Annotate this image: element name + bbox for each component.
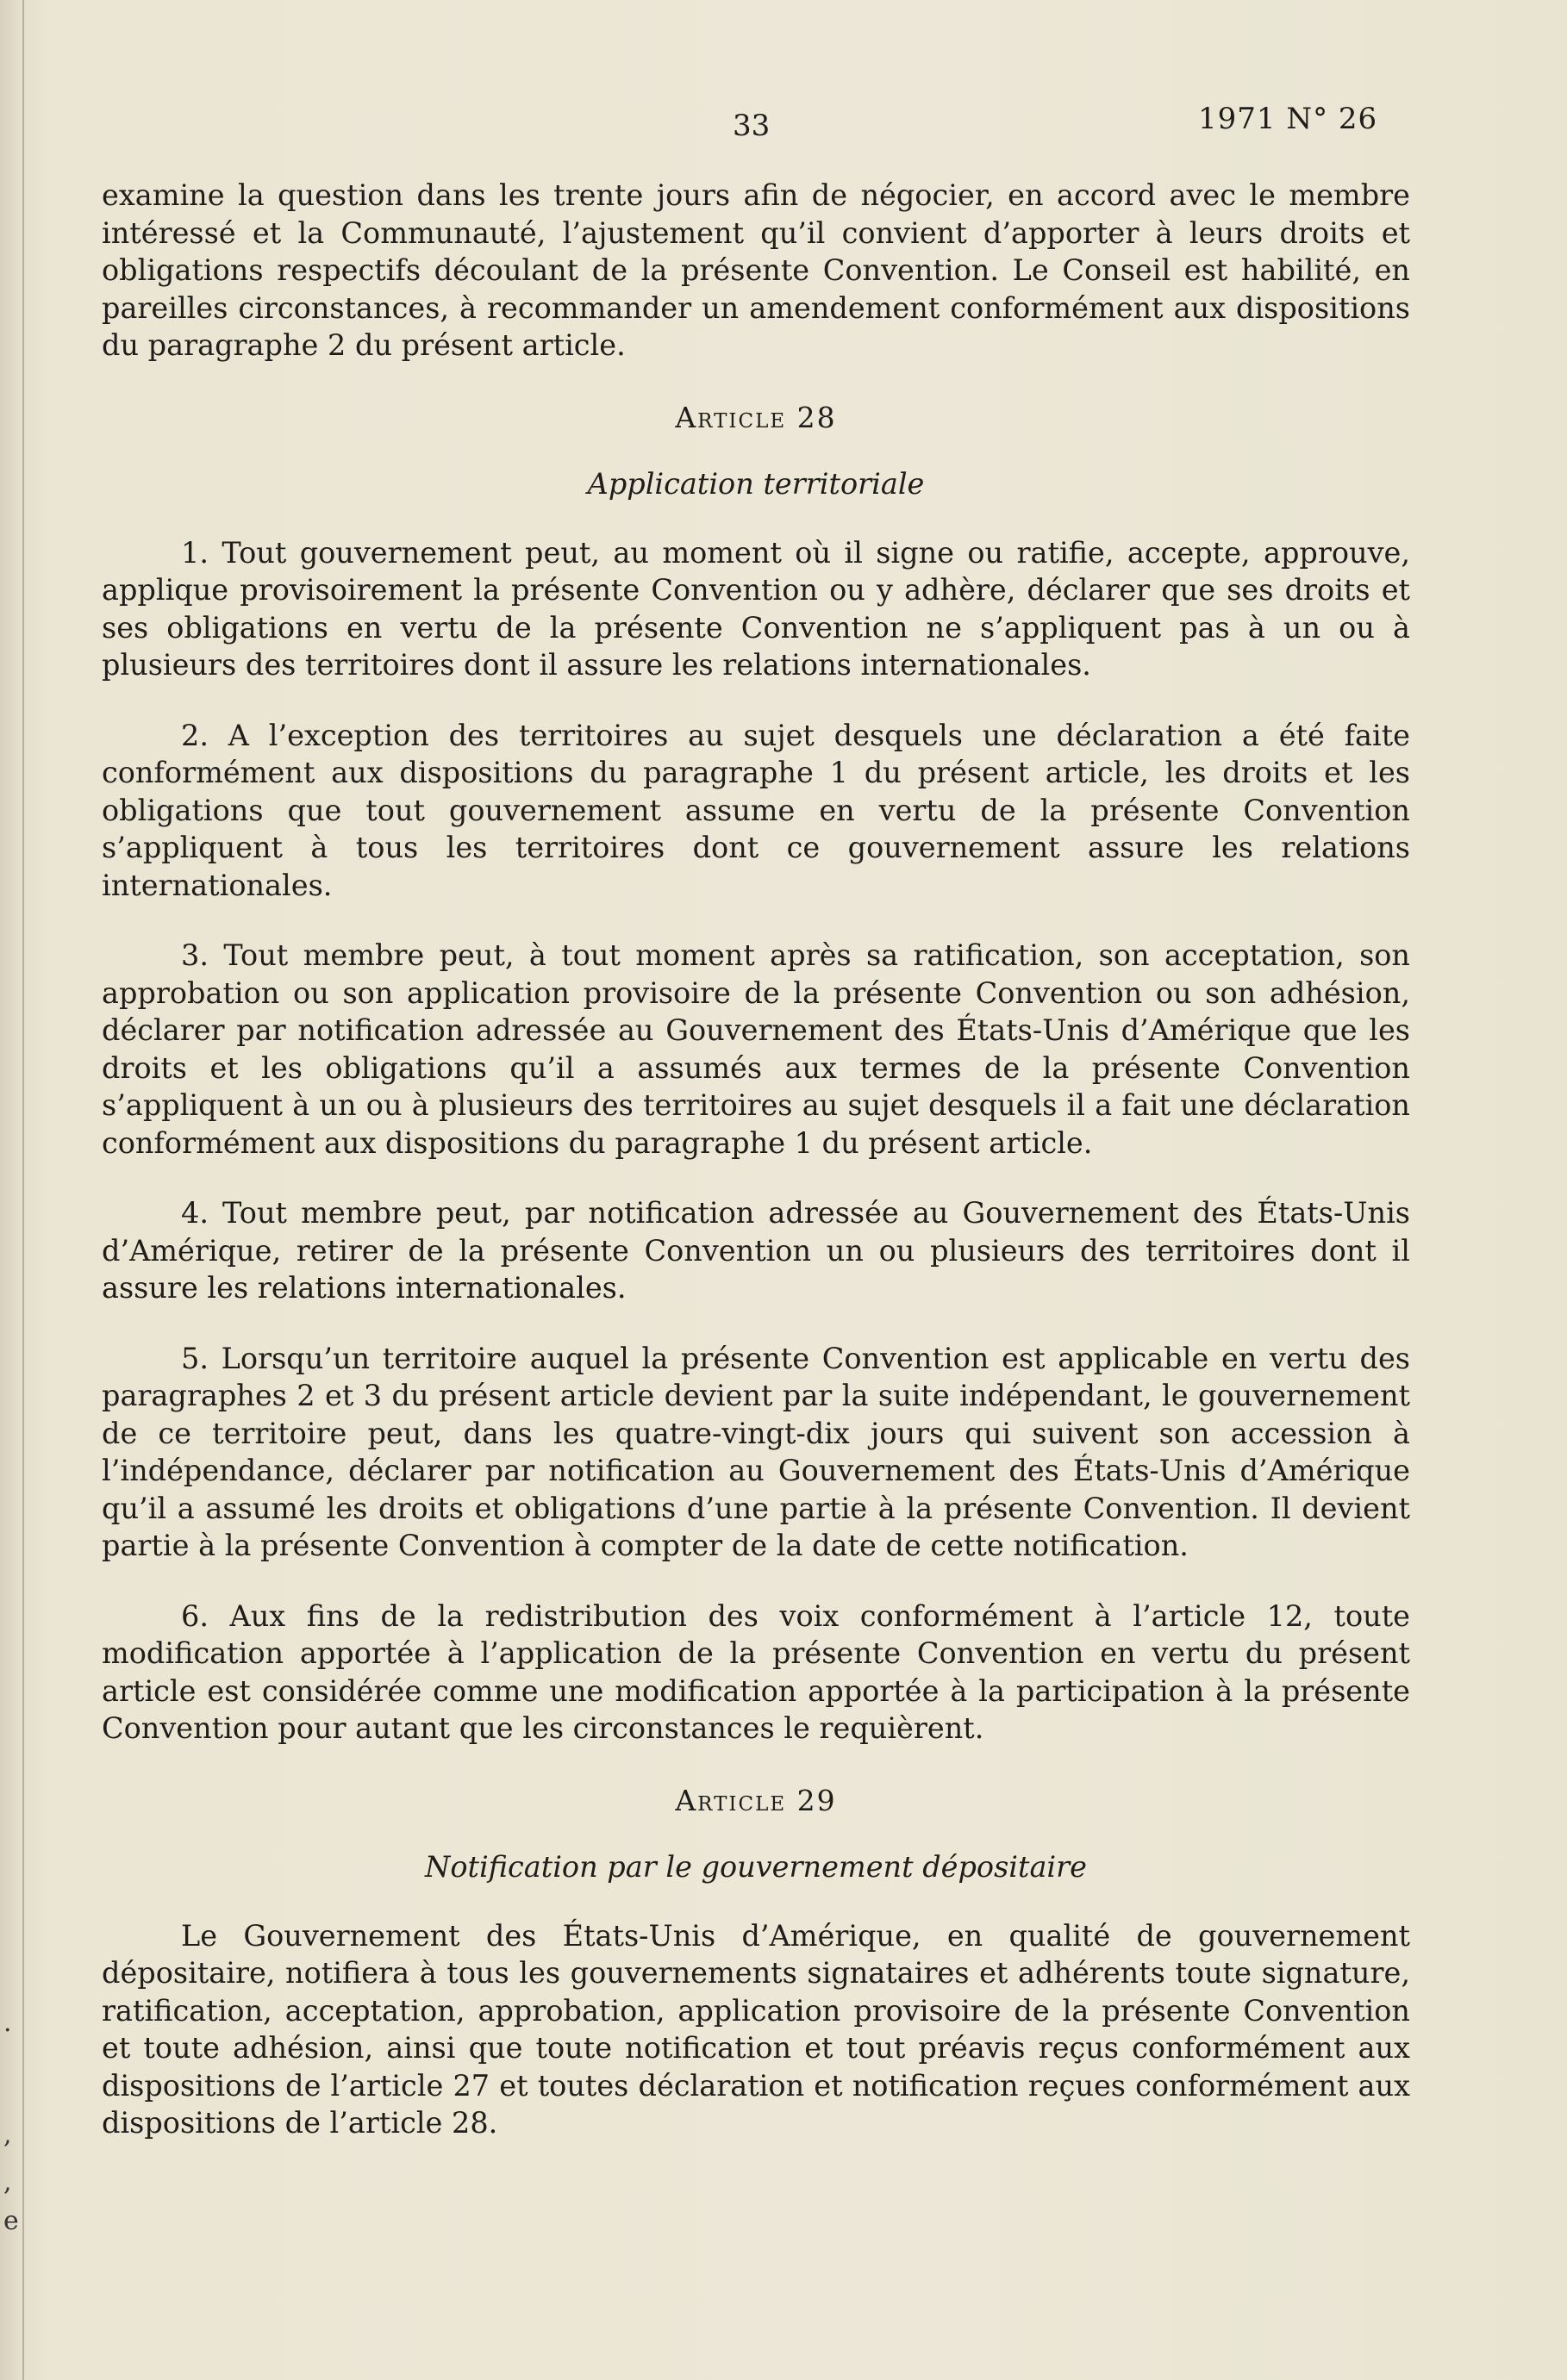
intro-paragraph: examine la question dans les trente jours afin de négocier, en accord avec le membre intéressé et la Communauté, l’ajustement qu’il convient d’apporter à leurs droits et obligations respectifs découlant de la présente Convention. Le Conseil est habilité, en pareilles circonstances, à recommander un amendement conformément aux dispositions du paragraphe 2 du présent article. <box>102 178 1410 362</box>
article-29-paragraph-1: Le Gouvernement des États-Unis d’Amérique, en qualité de gouvernement dépositaire, notifiera à tous les gouvernements signataires et adhérents toute signature, ratification, acceptation, approbation, application provisoire de la présente Convention et toute adhésion, ainsi que toute notification et tout préavis reçus conformément aux dispositions de l’article 27 et toutes déclaration et notification reçues conformément aux dispositions de l’article 28. <box>102 1918 1410 2140</box>
margin-mark: , <box>3 2167 12 2197</box>
article-29-heading: Article 29 <box>675 1783 837 1817</box>
margin-mark: , <box>3 2120 12 2150</box>
article-29-subtitle: Notification par le gouvernement dépositaire <box>425 1850 1087 1884</box>
article-28-paragraph-4: 4. Tout membre peut, par notification adressée au Gouvernement des États-Unis d’Amérique, retirer de la présente Convention un ou plusieurs des territoires dont il assure les relations internationales. <box>102 1196 1410 1305</box>
article-28-heading: Article 28 <box>675 400 837 434</box>
document-reference: 1971 N° 26 <box>1198 102 1378 136</box>
article-28-paragraph-2: 2. A l’exception des territoires au sujet desquels une déclaration a été faite conformément aux dispositions du paragraphe 1 du présent article, les droits et les obligations que tout gouvernement assume en vertu de la présente Convention s’appliquent à tous les territoires dont ce gouvernement assure les relations internationales. <box>102 718 1410 902</box>
margin-mark: e <box>3 2206 19 2236</box>
page-number: 33 <box>733 109 771 143</box>
margin-mark: . <box>3 2008 12 2038</box>
article-28-paragraph-1: 1. Tout gouvernement peut, au moment où il signe ou ratifie, accepte, approuve, applique provisoirement la présente Convention ou y adhère, déclarer que ses droits et ses obligations en vertu de la présente Convention ne s’appliquent pas à un ou à plusieurs des territoires dont il assure les relations internationales. <box>102 535 1410 682</box>
article-28-paragraph-5: 5. Lorsqu’un territoire auquel la présente Convention est applicable en vertu des paragraphes 2 et 3 du présent article devient par la suite indépendant, le gouvernement de ce territoire peut, dans les quatre-vingt-dix jours qui suivent son accession à l’indépendance, déclarer par notification au Gouvernement des États-Unis d’Amérique qu’il a assumé les droits et obligations d’une partie à la présente Convention. Il devient partie à la présente Convention à compter de la date de cette notification. <box>102 1341 1410 1562</box>
running-header <box>0 102 1567 153</box>
binding-gutter <box>22 0 24 2380</box>
article-28-paragraph-6: 6. Aux fins de la redistribution des voix conformément à l’article 12, toute modification apportée à l’application de la présente Convention en vertu du présent article est considérée comme une modification apportée à la participation à la présente Convention pour autant que les circonstances le requièrent. <box>102 1598 1410 1745</box>
article-28-paragraph-3: 3. Tout membre peut, à tout moment après sa ratification, son acceptation, son approbation ou son application provisoire de la présente Convention ou son adhésion, déclarer par notification adressée au Gouvernement des États-Unis d’Amérique que les droits et les obligations qu’il a assumés aux termes de la présente Convention s’appliquent à un ou à plusieurs des territoires au sujet desquels il a fait une déclaration conformément aux dispositions du paragraphe 1 du présent article. <box>102 938 1410 1160</box>
body-text <box>102 177 1410 2175</box>
article-28-subtitle: Application territoriale <box>587 467 925 501</box>
